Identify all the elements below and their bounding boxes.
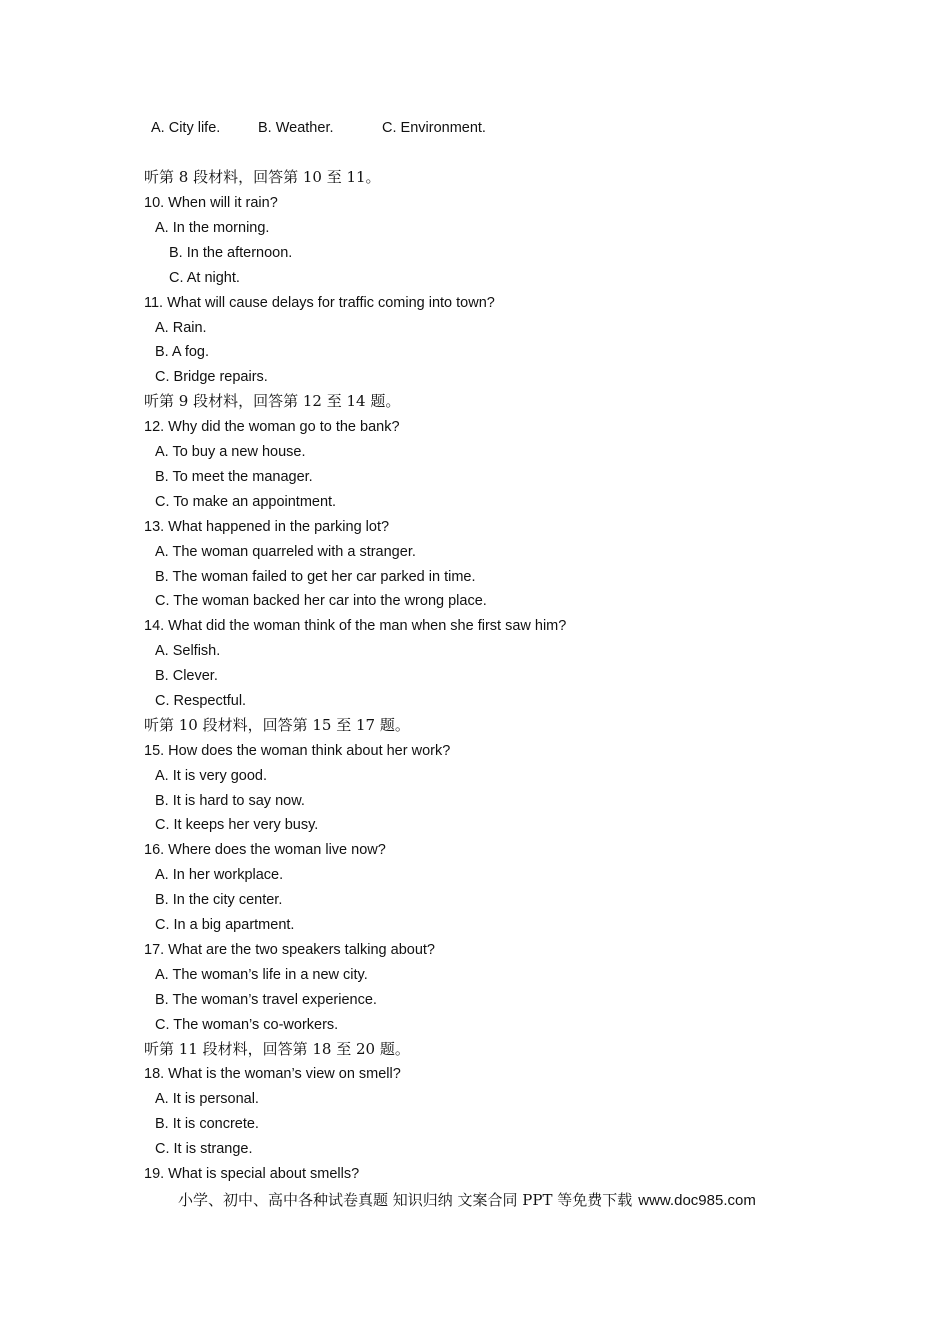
q16-option-a: A. In her workplace. (155, 867, 284, 883)
q14-option-a: A. Selfish. (155, 643, 221, 659)
footer-url-link[interactable]: www.doc985.com (638, 1192, 756, 1209)
prev-option-a: A. City life. (151, 120, 221, 136)
section-heading-11: 听第 11 段材料，回答第 18 至 20 题。 (144, 1040, 410, 1058)
question-18: 18. What is the woman’s view on smell? (144, 1066, 401, 1082)
section-heading-10: 听第 10 段材料，回答第 15 至 17 题。 (144, 716, 410, 734)
q10-option-c: C. At night. (169, 270, 240, 286)
q18-option-b: B. It is concrete. (155, 1116, 259, 1132)
q15-option-a: A. It is very good. (155, 768, 268, 784)
q18-option-c: C. It is strange. (155, 1141, 253, 1157)
q12-option-b: B. To meet the manager. (155, 469, 313, 485)
q11-option-c: C. Bridge repairs. (155, 369, 268, 385)
section-heading-8: 听第 8 段材料，回答第 10 至 11。 (144, 168, 381, 186)
question-19: 19. What is special about smells? (144, 1166, 360, 1182)
question-10: 10. When will it rain? (144, 195, 278, 211)
question-14: 14. What did the woman think of the man when she first saw him? (144, 618, 567, 634)
q13-option-a: A. The woman quarreled with a stranger. (155, 544, 416, 560)
q11-option-b: B. A fog. (155, 344, 210, 360)
question-12: 12. Why did the woman go to the bank? (144, 419, 400, 435)
q12-option-a: A. To buy a new house. (155, 444, 306, 460)
q17-option-c: C. The woman’s co-workers. (155, 1017, 339, 1033)
q10-option-b: B. In the afternoon. (169, 245, 293, 261)
q15-option-c: C. It keeps her very busy. (155, 817, 319, 833)
page-footer (178, 1190, 756, 1211)
q17-option-b: B. The woman’s travel experience. (155, 992, 377, 1008)
question-16: 16. Where does the woman live now? (144, 842, 386, 858)
q18-option-a: A. It is personal. (155, 1091, 259, 1107)
footer-text: 小学、初中、高中各种试卷真题 知识归纳 文案合同 PPT 等免费下载 (178, 1191, 633, 1209)
q15-option-b: B. It is hard to say now. (155, 793, 305, 809)
question-13: 13. What happened in the parking lot? (144, 519, 390, 535)
q13-option-c: C. The woman backed her car into the wrong place. (155, 593, 487, 609)
q12-option-c: C. To make an appointment. (155, 494, 337, 510)
q16-option-b: B. In the city center. (155, 892, 283, 908)
question-15: 15. How does the woman think about her work? (144, 743, 451, 759)
question-11: 11. What will cause delays for traffic coming into town? (144, 295, 495, 311)
q13-option-b: B. The woman failed to get her car parked in time. (155, 569, 476, 585)
q11-option-a: A. Rain. (155, 320, 207, 336)
q16-option-c: C. In a big apartment. (155, 917, 295, 933)
question-17: 17. What are the two speakers talking about? (144, 942, 435, 958)
q10-option-a: A. In the morning. (155, 220, 270, 236)
prev-option-b: B. Weather. (258, 120, 334, 136)
section-heading-9: 听第 9 段材料，回答第 12 至 14 题。 (144, 392, 401, 410)
q17-option-a: A. The woman’s life in a new city. (155, 967, 368, 983)
prev-option-c: C. Environment. (382, 120, 486, 136)
q14-option-b: B. Clever. (155, 668, 218, 684)
q14-option-c: C. Respectful. (155, 693, 247, 709)
